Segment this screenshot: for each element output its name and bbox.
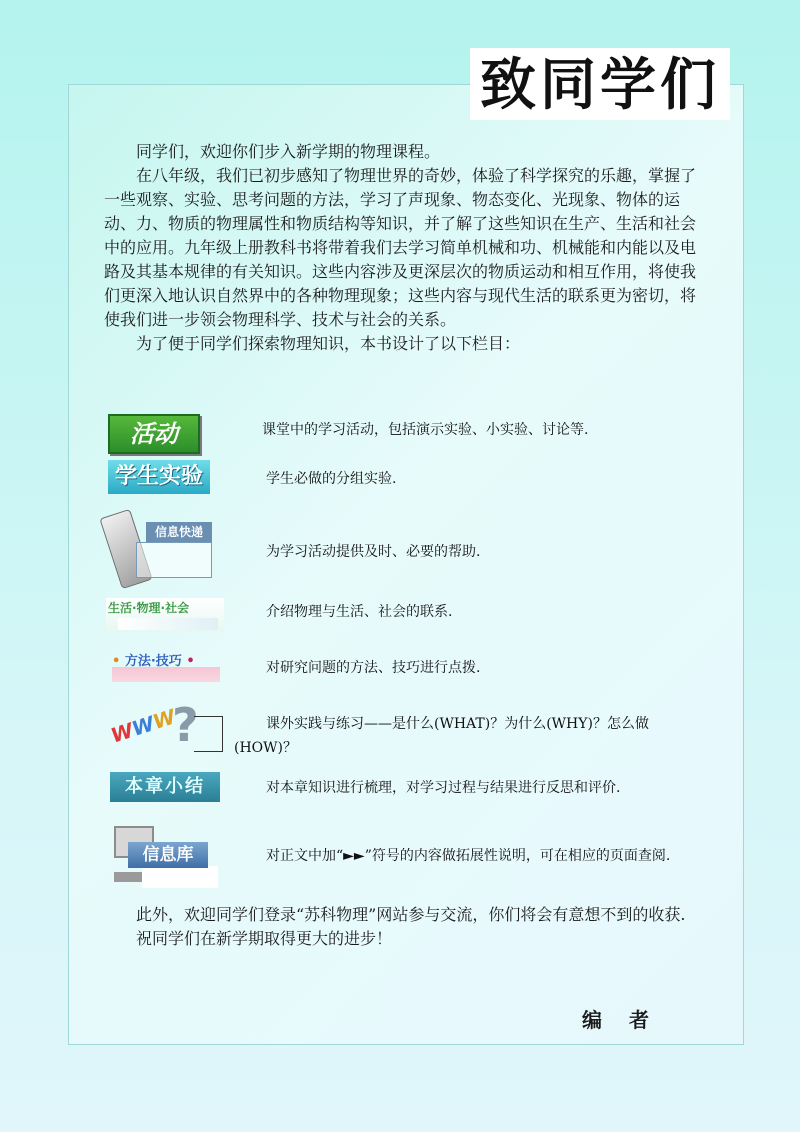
life-physics-society-bar [118, 618, 218, 630]
info-library-label: 信息库 [128, 842, 208, 868]
method-skill-icon [112, 652, 220, 682]
life-physics-society-desc: 介绍物理与生活、社会的联系. [266, 604, 453, 620]
closing-text [104, 903, 696, 951]
info-library-desc: 对正文中加“►►”符号的内容做拓展性说明，可在相应的页面查阅. [266, 848, 671, 864]
page-title: 致同学们 [470, 48, 730, 120]
chapter-summary-desc: 对本章知识进行梳理，对学习过程与结果进行反思和评价. [266, 780, 621, 796]
dot-icon: • [112, 654, 121, 669]
intro-paragraph-3: 为了便于同学们探索物理知识，本书设计了以下栏目： [136, 334, 521, 353]
info-library-icon [108, 826, 218, 888]
student-experiment-icon: 学生实验 [108, 460, 210, 494]
question-mark-icon: ? [172, 698, 199, 752]
intro-paragraph-1: 同学们，欢迎你们步入新学期的物理课程。 [136, 142, 441, 161]
method-skill-label: 方法·技巧 [124, 654, 182, 669]
closing-paragraph-1: 此外，欢迎同学们登录“苏科物理”网站参与交流，你们将会有意想不到的收获. [136, 905, 686, 924]
intro-text [104, 140, 696, 356]
info-library-box [142, 866, 218, 888]
life-physics-society-label: 生活·物理·社会 [108, 601, 190, 615]
method-skill-desc: 对研究问题的方法、技巧进行点拨. [266, 660, 481, 676]
life-physics-society-icon [106, 598, 224, 632]
intro-paragraph-2: 在八年级，我们已初步感知了物理世界的奇妙，体验了科学探究的乐趣，掌握了一些观察、实验、思考问题的方法，学习了声现象、物态变化、光现象、物体的运动、力、物质的物理属性和物质结构等知识，并了解了这些知识在生产、生活和社会中的应用。九年级上册教科书将带着我们去学习简单机械和功、机械能和内能以及电路及其基本规律的有关知识。这些内容涉及更深层次的物质运动和相互作用，将使我们更深入地认识自然界中的各种物理现象；这些内容与现代生活的联系更为密切，将使我们进一步领会物理科学、技术与社会的关系。 [104, 166, 697, 329]
info-express-frame [136, 542, 212, 578]
www-desc: 课外实践与练习——是什么(WHAT)？为什么(WHY)？怎么做(HOW)？ [234, 716, 649, 756]
closing-paragraph-2: 祝同学们在新学期取得更大的进步！ [136, 929, 393, 948]
www-letter-w1: W [107, 717, 137, 748]
www-letter-w3: W [149, 704, 179, 735]
student-experiment-desc: 学生必做的分组实验. [266, 471, 397, 487]
www-icon [107, 698, 222, 754]
chapter-summary-icon: 本章小结 [110, 772, 220, 802]
www-letter-w2: W [128, 711, 158, 741]
author-signature: 编 者 [582, 1008, 659, 1032]
info-express-label: 信息快递 [146, 522, 212, 542]
info-express-icon [106, 512, 212, 586]
www-frame [194, 716, 223, 752]
activity-icon: 活动 [108, 414, 200, 454]
www-letters [108, 704, 178, 747]
activity-desc: 课堂中的学习活动，包括演示实验、小实验、讨论等. [262, 422, 589, 438]
dot-icon: • [186, 654, 195, 669]
info-express-desc: 为学习活动提供及时、必要的帮助. [266, 544, 481, 560]
